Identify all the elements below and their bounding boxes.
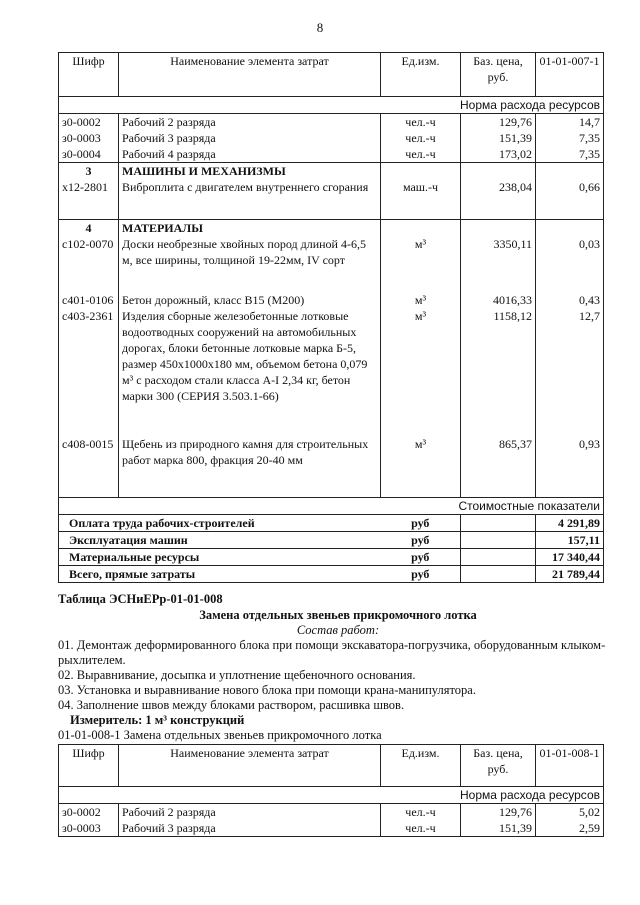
row-norm: 0,93	[536, 436, 604, 498]
header-norm: 01-01-007-1	[536, 53, 604, 97]
row-name: Рабочий 2 разряда	[119, 804, 381, 821]
row-name: Доски необрезные хвойных пород длиной 4-6,5 м, все ширины, толщиной 19-22мм, IV сорт	[119, 236, 381, 292]
total-label: Эксплуатация машин	[59, 532, 381, 549]
works-title: Состав работ:	[296, 623, 380, 637]
table-row	[59, 436, 604, 498]
total-unit: руб	[381, 549, 461, 566]
row-price: 865,37	[461, 436, 536, 498]
row-name: Рабочий 3 разряда	[119, 130, 381, 146]
row-unit: маш.-ч	[381, 179, 461, 219]
header-code: Шифр	[59, 53, 119, 97]
subheader-norm: Норма расхода ресурсов	[59, 97, 604, 114]
row-code: с401-0106	[59, 292, 119, 308]
subheader-row	[59, 97, 604, 114]
work-item-4: 04. Заполнение швов между блоками раствором, расшивка швов.	[58, 698, 405, 712]
row-unit: чел.-ч	[381, 146, 461, 163]
row-unit: чел.-ч	[381, 130, 461, 146]
section-title: МАШИНЫ И МЕХАНИЗМЫ	[119, 163, 381, 180]
table-row	[59, 236, 604, 292]
section-row	[59, 219, 604, 236]
header-unit: Ед.изм.	[381, 745, 461, 787]
header-name: Наименование элемента затрат	[119, 745, 381, 787]
row-norm: 2,59	[536, 820, 604, 837]
section-title: МАТЕРИАЛЫ	[119, 219, 381, 236]
row-norm: 5,02	[536, 804, 604, 821]
row-price: 151,39	[461, 820, 536, 837]
row-code: з0-0004	[59, 146, 119, 163]
row-unit: м³	[381, 436, 461, 498]
cost-subheader-row	[59, 498, 604, 515]
row-price: 3350,11	[461, 236, 536, 292]
row-norm: 7,35	[536, 146, 604, 163]
table-row	[59, 308, 604, 436]
section-subtitle: Замена отдельных звеньев прикромочного лотка	[199, 608, 477, 622]
row-norm: 0,43	[536, 292, 604, 308]
total-row	[59, 549, 604, 566]
table-row	[59, 804, 604, 821]
row-code: з0-0003	[59, 820, 119, 837]
section-number: 4	[59, 219, 119, 236]
section-number: 3	[59, 163, 119, 180]
row-code: з0-0002	[59, 114, 119, 131]
table-header	[59, 745, 604, 787]
row-code: с102-0070	[59, 236, 119, 292]
table-row	[59, 114, 604, 131]
row-name: Рабочий 4 разряда	[119, 146, 381, 163]
header-price: Баз. цена, руб.	[461, 53, 536, 97]
row-price: 151,39	[461, 130, 536, 146]
row-code: з0-0003	[59, 130, 119, 146]
row-unit: м³	[381, 292, 461, 308]
row-price: 238,04	[461, 179, 536, 219]
row-price: 129,76	[461, 804, 536, 821]
row-norm: 0,03	[536, 236, 604, 292]
work-item-1: 01. Демонтаж деформированного блока при помощи экскаватора-погрузчика, оборудованным клыком-рыхлителем.	[58, 638, 606, 667]
total-row	[59, 566, 604, 583]
resource-table-01-01-008	[58, 744, 604, 837]
table-title: Таблица ЭСНиЕРр-01-01-008	[58, 592, 223, 606]
row-name: Щебень из природного камня для строительных работ марка 800, фракция 20-40 мм	[119, 436, 381, 498]
table-row	[59, 292, 604, 308]
table-row	[59, 820, 604, 837]
total-value: 157,11	[536, 532, 604, 549]
row-name: Рабочий 3 разряда	[119, 820, 381, 837]
row-price: 129,76	[461, 114, 536, 131]
header-code: Шифр	[59, 745, 119, 787]
total-value: 21 789,44	[536, 566, 604, 583]
row-code: х12-2801	[59, 179, 119, 219]
total-label: Материальные ресурсы	[59, 549, 381, 566]
row-norm: 14,7	[536, 114, 604, 131]
row-unit: чел.-ч	[381, 820, 461, 837]
row-code: с408-0015	[59, 436, 119, 498]
subheader-norm: Норма расхода ресурсов	[59, 787, 604, 804]
subheader-cost: Стоимостные показатели	[59, 498, 604, 515]
total-value: 17 340,44	[536, 549, 604, 566]
table-header	[59, 53, 604, 97]
row-code: з0-0002	[59, 804, 119, 821]
row-price: 173,02	[461, 146, 536, 163]
row-name: Рабочий 2 разряда	[119, 114, 381, 131]
page-number: 8	[316, 20, 324, 35]
table-row	[59, 146, 604, 163]
table-row	[59, 130, 604, 146]
row-price: 1158,12	[461, 308, 536, 436]
row-norm: 0,66	[536, 179, 604, 219]
meter: Измеритель: 1 м³ конструкций	[70, 713, 245, 727]
row-code: с403-2361	[59, 308, 119, 436]
header-name: Наименование элемента затрат	[119, 53, 381, 97]
total-row	[59, 515, 604, 532]
section-row	[59, 163, 604, 180]
resource-table-01-01-007	[58, 52, 604, 583]
work-item-2: 02. Выравнивание, досыпка и уплотнение щебеночного основания.	[58, 668, 416, 682]
work-item-3: 03. Установка и выравнивание нового блока при помощи крана-манипулятора.	[58, 683, 476, 697]
total-label: Всего, прямые затраты	[59, 566, 381, 583]
row-unit: чел.-ч	[381, 804, 461, 821]
table-row	[59, 179, 604, 219]
row-price: 4016,33	[461, 292, 536, 308]
row-unit: чел.-ч	[381, 114, 461, 131]
row-norm: 12,7	[536, 308, 604, 436]
header-price: Баз. цена, руб.	[461, 745, 536, 787]
total-unit: руб	[381, 532, 461, 549]
row-norm: 7,35	[536, 130, 604, 146]
total-label: Оплата труда рабочих-строителей	[59, 515, 381, 532]
row-name: Виброплита с двигателем внутреннего сгорания	[119, 179, 381, 219]
header-norm: 01-01-008-1	[536, 745, 604, 787]
total-row	[59, 532, 604, 549]
total-unit: руб	[381, 566, 461, 583]
subheader-row	[59, 787, 604, 804]
row-name: Бетон дорожный, класс В15 (М200)	[119, 292, 381, 308]
header-unit: Ед.изм.	[381, 53, 461, 97]
total-unit: руб	[381, 515, 461, 532]
row-unit: м³	[381, 236, 461, 292]
row-name: Изделия сборные железобетонные лотковые водоотводных сооружений на автомобильных дорогах, блоки бетонные лотковые марка Б-5, размер 450х1000х180 мм, объемом бетона 0,079 м³ с расходом стали класса А-I 2,34 кг, бетон марки 300 (СЕРИЯ 3.503.1-66)	[119, 308, 381, 436]
item-title: 01-01-008-1 Замена отдельных звеньев прикромочного лотка	[58, 728, 382, 742]
row-unit: м³	[381, 308, 461, 436]
total-value: 4 291,89	[536, 515, 604, 532]
